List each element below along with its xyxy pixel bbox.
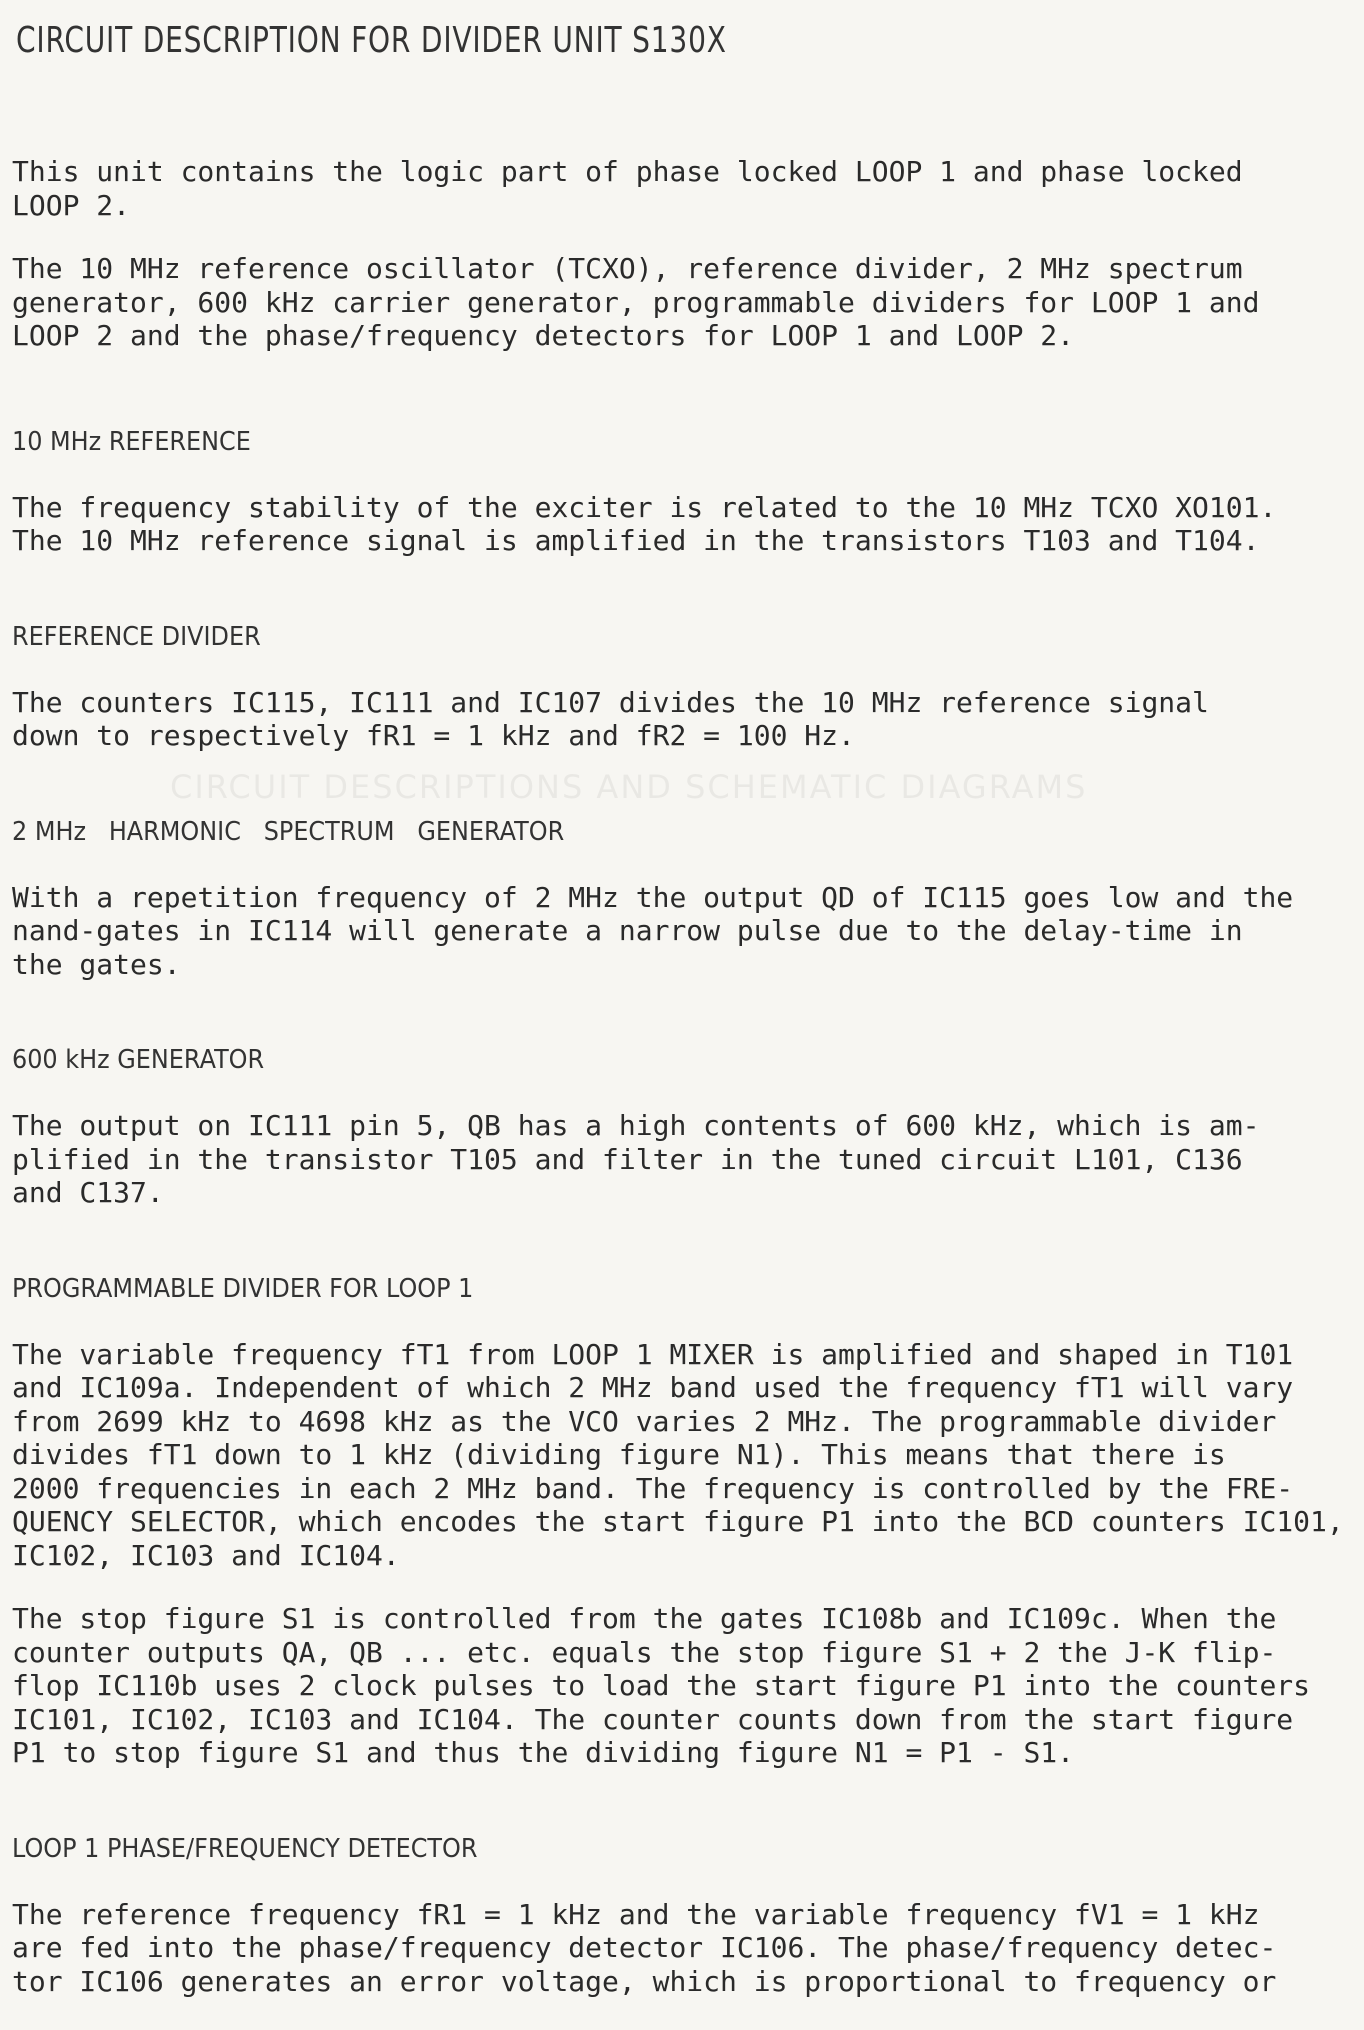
section-paragraph: The stop figure S1 is controlled from the gates IC108b and IC109c. When the counter outputs QA, QB ... etc. equals the stop figure S1 + 2 the J-K flip- flop IC110b uses 2 clock pulses to load the start figure P1 into the counters IC101, IC102, IC103 and IC104. The counter counts down from the start figure P1 to stop figure S1 and thus the dividing figure N1 = P1 - S1. (12, 1602, 1311, 1769)
section-paragraph: The variable frequency fT1 from LOOP 1 MIXER is amplified and shaped in T101 and IC109a. Independent of which 2 MHz band used the frequency fT1 will vary from 2699 kHz to 4698 kHz as the VCO varies 2 MHz. The programmable divider divides fT1 down to 1 kHz (dividing figure N1). This means that there is 2000 frequencies in each 2 MHz band. The frequency is controlled by the FRE- QUENCY SELECTOR, which encodes the start figure P1 into the BCD counters IC101, IC102, IC103 and IC104. (12, 1337, 1344, 1572)
section-heading-loop1-phase-frequency-detector: LOOP 1 PHASE/FREQUENCY DETECTOR (12, 1833, 478, 1864)
section-heading-reference-divider: REFERENCE DIVIDER (12, 621, 261, 652)
section-paragraph: The counters IC115, IC111 and IC107 divides the 10 MHz reference signal down to respectively fR1 = 1 kHz and fR2 = 100 Hz. (12, 685, 1209, 752)
section-heading-10mhz-reference: 10 MHz REFERENCE (12, 426, 251, 457)
section-paragraph: With a repetition frequency of 2 MHz the output QD of IC115 goes low and the nand-gates in IC114 will generate a narrow pulse due to the delay-time in the gates. (12, 880, 1294, 981)
section-paragraph: The reference frequency fR1 = 1 kHz and the variable frequency fV1 = 1 kHz are fed into the phase/frequency detector IC106. The phase/frequency detec- tor IC106 generates an error voltage, which is proportional to frequency or (12, 1897, 1277, 1998)
page-title: CIRCUIT DESCRIPTION FOR DIVIDER UNIT S130X (16, 20, 727, 61)
section-paragraph: The output on IC111 pin 5, QB has a high contents of 600 kHz, which is am- plified in the transistor T105 and filter in the tuned circuit L101, C136 and C137. (12, 1109, 1260, 1209)
intro-paragraph: The 10 MHz reference oscillator (TCXO), reference divider, 2 MHz spectrum generator, 600 kHz carrier generator, programmable dividers for LOOP 1 and LOOP 2 and the phase/frequency detectors for LOOP 1 and LOOP 2. (12, 252, 1260, 352)
section-heading-programmable-divider-loop1: PROGRAMMABLE DIVIDER FOR LOOP 1 (12, 1273, 474, 1304)
section-paragraph: The frequency stability of the exciter is related to the 10 MHz TCXO XO101. The 10 MHz reference signal is amplified in the transistors T103 and T104. (12, 490, 1277, 557)
bleed-through-text: CIRCUIT DESCRIPTIONS AND SCHEMATIC DIAGRAMS (170, 768, 1088, 806)
section-heading-harmonic-spectrum-generator: 2 MHz HARMONIC SPECTRUM GENERATOR (12, 816, 565, 847)
intro-paragraph: This unit contains the logic part of phase locked LOOP 1 and phase locked LOOP 2. (12, 155, 1243, 222)
section-heading-600khz-generator: 600 kHz GENERATOR (12, 1045, 265, 1075)
